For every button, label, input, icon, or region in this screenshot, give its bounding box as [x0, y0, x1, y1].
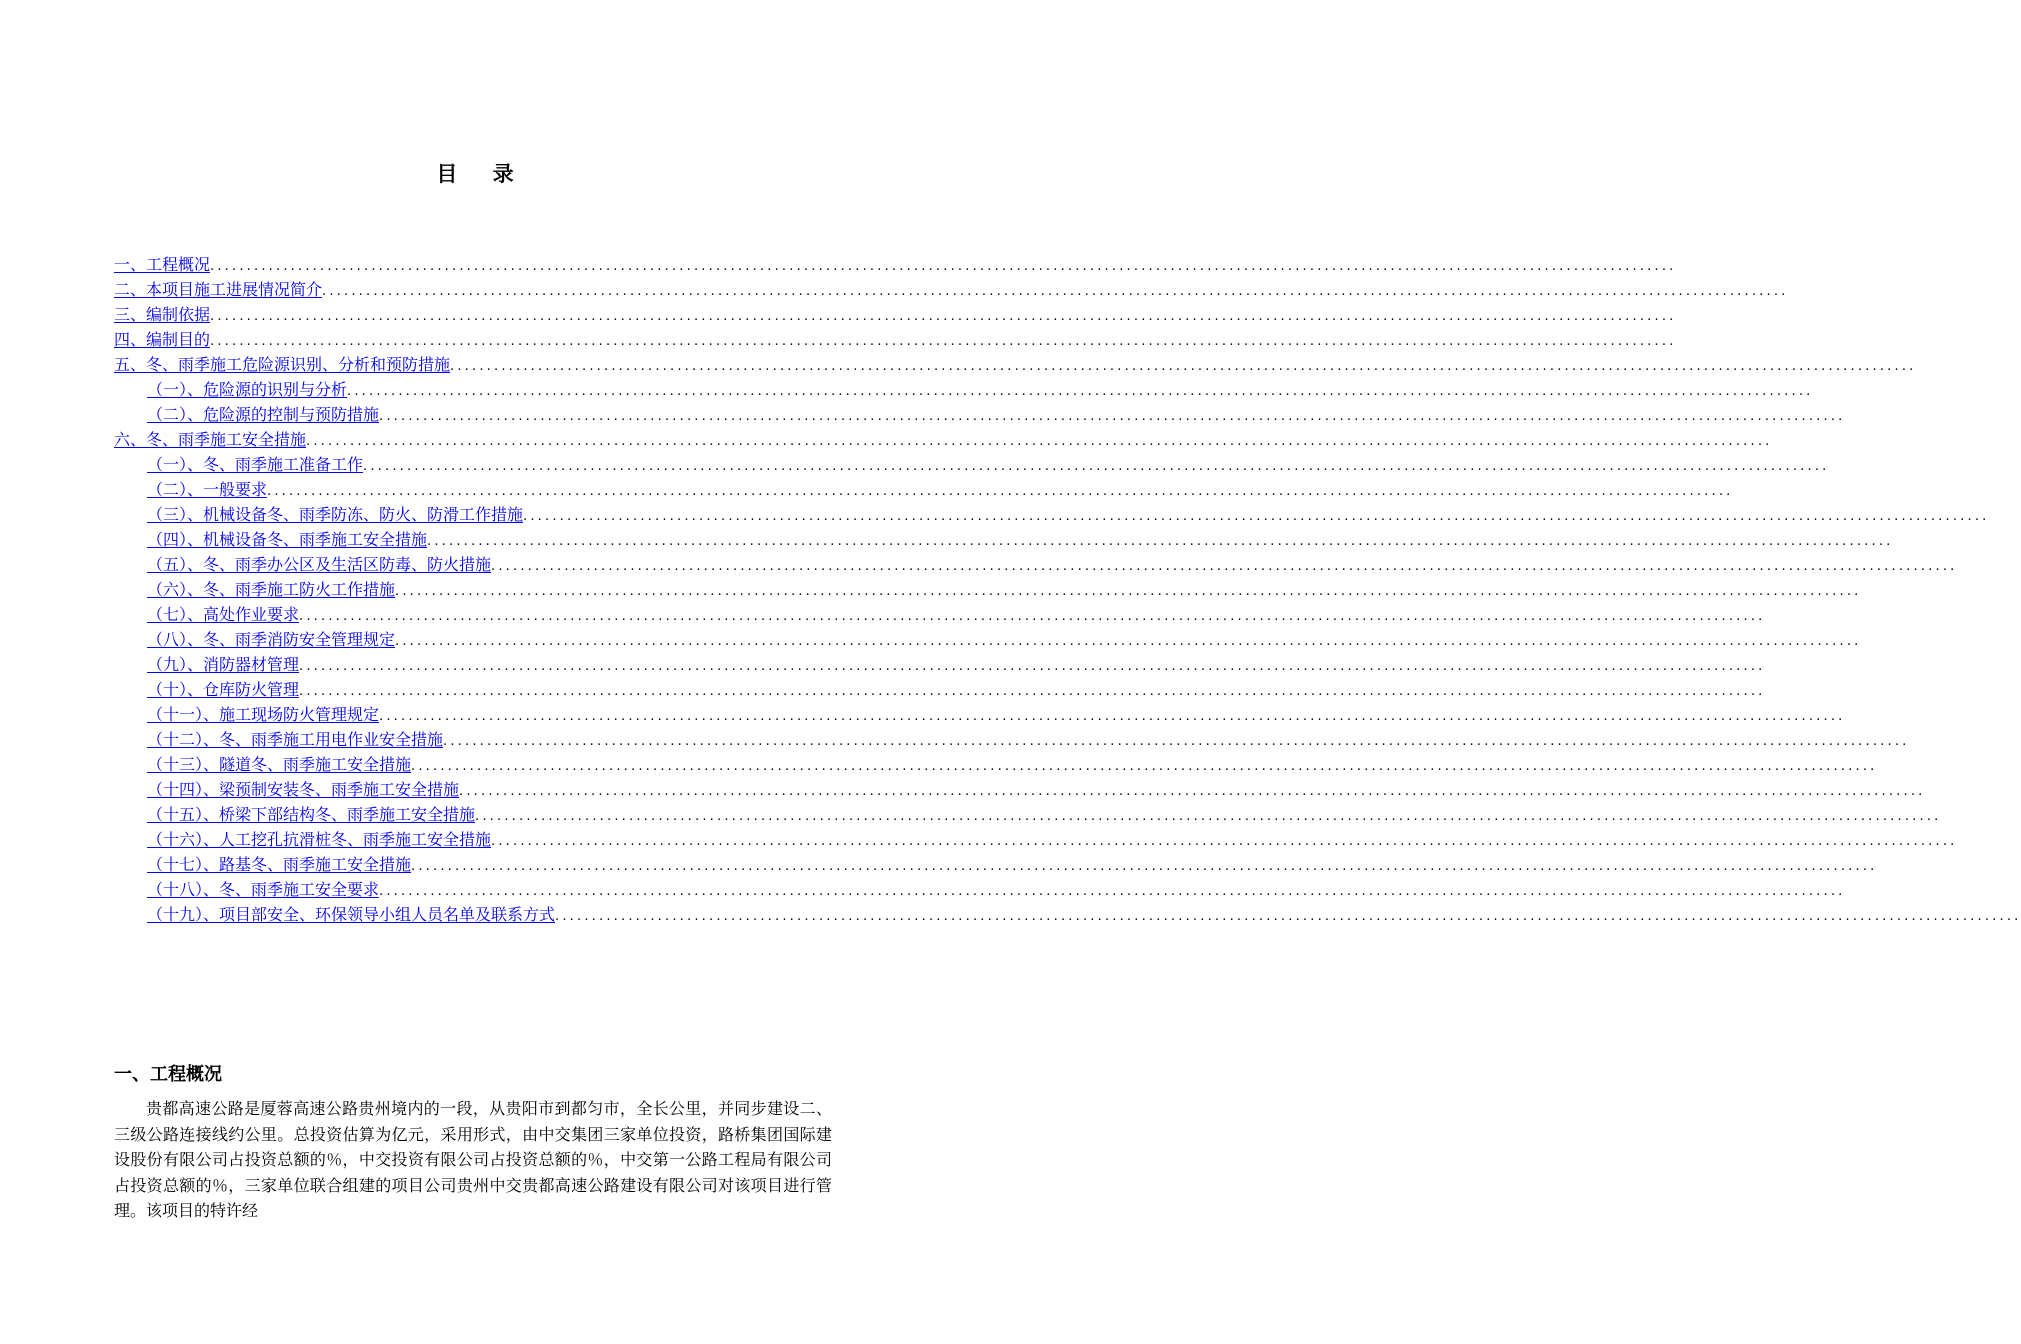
toc-leader-dots: ........................................................................................................................................................................................................ [395, 584, 1862, 599]
toc-entry [114, 252, 1677, 277]
toc-entry [114, 752, 1878, 777]
toc-leader-dots: ........................................................................................................................................................................................................ [395, 634, 1862, 649]
toc-entry-link[interactable]: 一、工程概况 [114, 255, 211, 274]
toc-leader-dots: ........................................................................................................................................................................................................ [210, 309, 1677, 324]
toc-entry [114, 377, 1814, 402]
toc-entry [114, 302, 1677, 327]
toc-entry [114, 652, 1766, 677]
toc-leader-dots: ........................................................................................................................................................................................................ [475, 809, 1942, 824]
toc-entry [114, 602, 1766, 627]
toc-entry [114, 577, 1862, 602]
toc-entry-link[interactable]: （三）、机械设备冬、雨季防冻、防火、防滑工作措施 [147, 505, 524, 524]
toc-leader-dots: ........................................................................................................................................................................................................ [491, 834, 1958, 849]
toc-entry-link[interactable]: （十八）、冬、雨季施工安全要求 [147, 880, 380, 899]
toc-leader-dots: ........................................................................................................................................................................................................ [363, 459, 1830, 474]
toc-entry-link[interactable]: （十）、仓库防火管理 [147, 680, 300, 699]
toc-entry-link[interactable]: （一）、危险源的识别与分析 [147, 380, 348, 399]
toc-leader-dots: ........................................................................................................................................................................................................ [523, 509, 1990, 524]
toc-entry [114, 277, 1789, 302]
toc-entry-link[interactable]: （十五）、桥梁下部结构冬、雨季施工安全措施 [147, 805, 476, 824]
toc-leader-dots: ........................................................................................................................................................................................................ [299, 609, 1766, 624]
toc-leader-dots: ........................................................................................................................................................................................................ [306, 434, 1773, 449]
toc-entry-link[interactable]: （九）、消防器材管理 [147, 655, 300, 674]
toc-entry [114, 902, 2021, 927]
toc-entry [114, 877, 1846, 902]
toc-entry-link[interactable]: （二）、危险源的控制与预防措施 [147, 405, 380, 424]
toc-leader-dots: ........................................................................................................................................................................................................ [299, 684, 1766, 699]
toc-entry-link[interactable]: （八）、冬、雨季消防安全管理规定 [147, 630, 396, 649]
toc-entry [114, 327, 1677, 352]
toc-leader-dots: ........................................................................................................................................................................................................ [322, 284, 1789, 299]
toc-entry [114, 827, 1958, 852]
toc-entry-link[interactable]: （七）、高处作业要求 [147, 605, 300, 624]
toc-entry [114, 727, 1910, 752]
toc-entry [114, 552, 1958, 577]
toc-entry-link[interactable]: 二、本项目施工进展情况简介 [114, 280, 323, 299]
toc-entry-link[interactable]: （二）、一般要求 [147, 480, 268, 499]
toc-entry-link[interactable]: （一）、冬、雨季施工准备工作 [147, 455, 364, 474]
toc-entry-link[interactable]: （十二）、冬、雨季施工用电作业安全措施 [147, 730, 444, 749]
toc-entry [114, 352, 1917, 377]
toc-leader-dots: ........................................................................................................................................................................................................ [491, 559, 1958, 574]
toc-entry [114, 452, 1830, 477]
table-of-contents [114, 252, 2021, 927]
toc-entry-link[interactable]: （十六）、人工挖孔抗滑桩冬、雨季施工安全措施 [147, 830, 492, 849]
toc-leader-dots: ........................................................................................................................................................................................................ [210, 259, 1677, 274]
toc-leader-dots: ........................................................................................................................................................................................................ [411, 759, 1878, 774]
toc-leader-dots: ........................................................................................................................................................................................................ [210, 334, 1677, 349]
toc-leader-dots: ........................................................................................................................................................................................................ [347, 384, 1814, 399]
toc-entry-link[interactable]: （十九）、项目部安全、环保领导小组人员名单及联系方式 [147, 905, 556, 924]
body-paragraph: 贵都高速公路是厦蓉高速公路贵州境内的一段，从贵阳市到都匀市，全长公里，并同步建设二、三级公路连接线约公里。总投资估算为亿元，采用形式，由中交集团三家单位投资，路桥集团国际建设股份有限公司占投资总额的％，中交投资有限公司占投资总额的％，中交第一公路工程局有限公司占投资总额的％，三家单位联合组建的项目公司贵州中交贵都高速公路建设有限公司对该项目进行管理。该项目的特许经 [114, 1099, 832, 1220]
toc-entry [114, 527, 1894, 552]
toc-entry-link[interactable]: 五、冬、雨季施工危险源识别、分析和预防措施 [114, 355, 451, 374]
toc-leader-dots: ........................................................................................................................................................................................................ [299, 659, 1766, 674]
toc-entry [114, 627, 1862, 652]
toc-entry-link[interactable]: （十一）、施工现场防火管理规定 [147, 705, 380, 724]
toc-leader-dots: ........................................................................................................................................................................................................ [267, 484, 1734, 499]
toc-entry-link[interactable]: （十七）、路基冬、雨季施工安全措施 [147, 855, 412, 874]
toc-entry-link[interactable]: 三、编制依据 [114, 305, 211, 324]
toc-leader-dots: ........................................................................................................................................................................................................ [555, 909, 2021, 924]
toc-leader-dots: ........................................................................................................................................................................................................ [427, 534, 1894, 549]
toc-entry [114, 677, 1766, 702]
toc-leader-dots: ........................................................................................................................................................................................................ [379, 409, 1846, 424]
toc-entry-link[interactable]: （十三）、隧道冬、雨季施工安全措施 [147, 755, 412, 774]
toc-entry-link[interactable]: （五）、冬、雨季办公区及生活区防毒、防火措施 [147, 555, 492, 574]
toc-entry-link[interactable]: （六）、冬、雨季施工防火工作措施 [147, 580, 396, 599]
toc-leader-dots: ........................................................................................................................................................................................................ [379, 884, 1846, 899]
toc-entry-link[interactable]: （十四）、梁预制安装冬、雨季施工安全措施 [147, 780, 460, 799]
toc-leader-dots: ........................................................................................................................................................................................................ [450, 359, 1917, 374]
toc-entry [114, 502, 1990, 527]
toc-entry [114, 402, 1846, 427]
toc-entry-link[interactable]: （四）、机械设备冬、雨季施工安全措施 [147, 530, 428, 549]
toc-leader-dots: ........................................................................................................................................................................................................ [443, 734, 1910, 749]
toc-leader-dots: ........................................................................................................................................................................................................ [459, 784, 1926, 799]
toc-leader-dots: ........................................................................................................................................................................................................ [411, 859, 1878, 874]
toc-entry [114, 477, 1734, 502]
toc-entry-link[interactable]: 四、编制目的 [114, 330, 211, 349]
toc-entry [114, 802, 1942, 827]
toc-entry [114, 777, 1926, 802]
toc-title: 目 录 [436, 162, 528, 186]
toc-entry [114, 702, 1846, 727]
toc-entry-link[interactable]: 六、冬、雨季施工安全措施 [114, 430, 307, 449]
section-heading: 一、工程概况 [114, 1064, 222, 1085]
toc-leader-dots: ........................................................................................................................................................................................................ [379, 709, 1846, 724]
toc-entry [114, 852, 1878, 877]
toc-entry [114, 427, 1773, 452]
